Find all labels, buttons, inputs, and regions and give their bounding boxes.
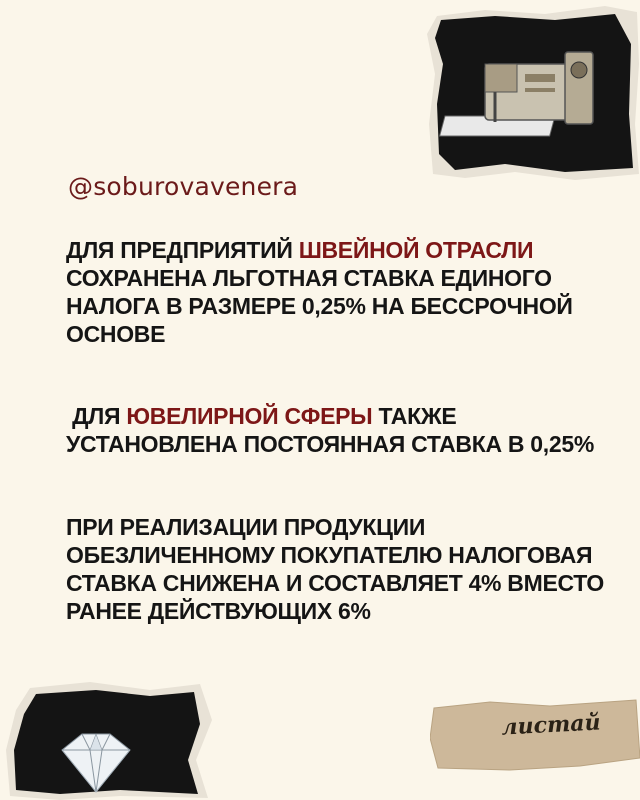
- paragraph1-pre: ДЛЯ ПРЕДПРИЯТИЙ: [66, 237, 299, 263]
- paragraph2-post: ТАКЖЕ УСТАНОВЛЕНА ПОСТОЯННАЯ СТАВКА В 0,25%: [66, 403, 594, 457]
- diamond-photo: [0, 680, 215, 800]
- sewing-machine-photo: [425, 4, 640, 182]
- paragraph2-pre: ДЛЯ: [66, 403, 127, 429]
- author-handle[interactable]: @soburovavenera: [68, 172, 299, 201]
- paragraph1-highlight: ШВЕЙНОЙ ОТРАСЛИ: [298, 237, 534, 263]
- paragraph-anonymous-buyer: [66, 513, 626, 625]
- paragraph3-text: ПРИ РЕАЛИЗАЦИИ ПРОДУКЦИИ ОБЕЗЛИЧЕННОМУ ПОКУПАТЕЛЮ НАЛОГОВАЯ СТАВКА СНИЖЕНА И СОСТАВЛЯЕТ 4% ВМЕСТО РАНЕЕ ДЕЙСТВУЮЩИХ 6%: [66, 514, 605, 624]
- paragraph1-post: СОХРАНЕНА ЛЬГОТНАЯ СТАВКА ЕДИНОГО НАЛОГА В РАЗМЕРЕ 0,25% НА БЕССРОЧНОЙ ОСНОВЕ: [66, 265, 573, 347]
- swipe-label[interactable]: листай: [500, 709, 602, 741]
- paragraph2-highlight: ЮВЕЛИРНОЙ СФЕРЫ: [126, 403, 373, 429]
- paragraph-sewing-industry: [66, 236, 626, 348]
- paragraph-jewelry-sector: [66, 402, 626, 458]
